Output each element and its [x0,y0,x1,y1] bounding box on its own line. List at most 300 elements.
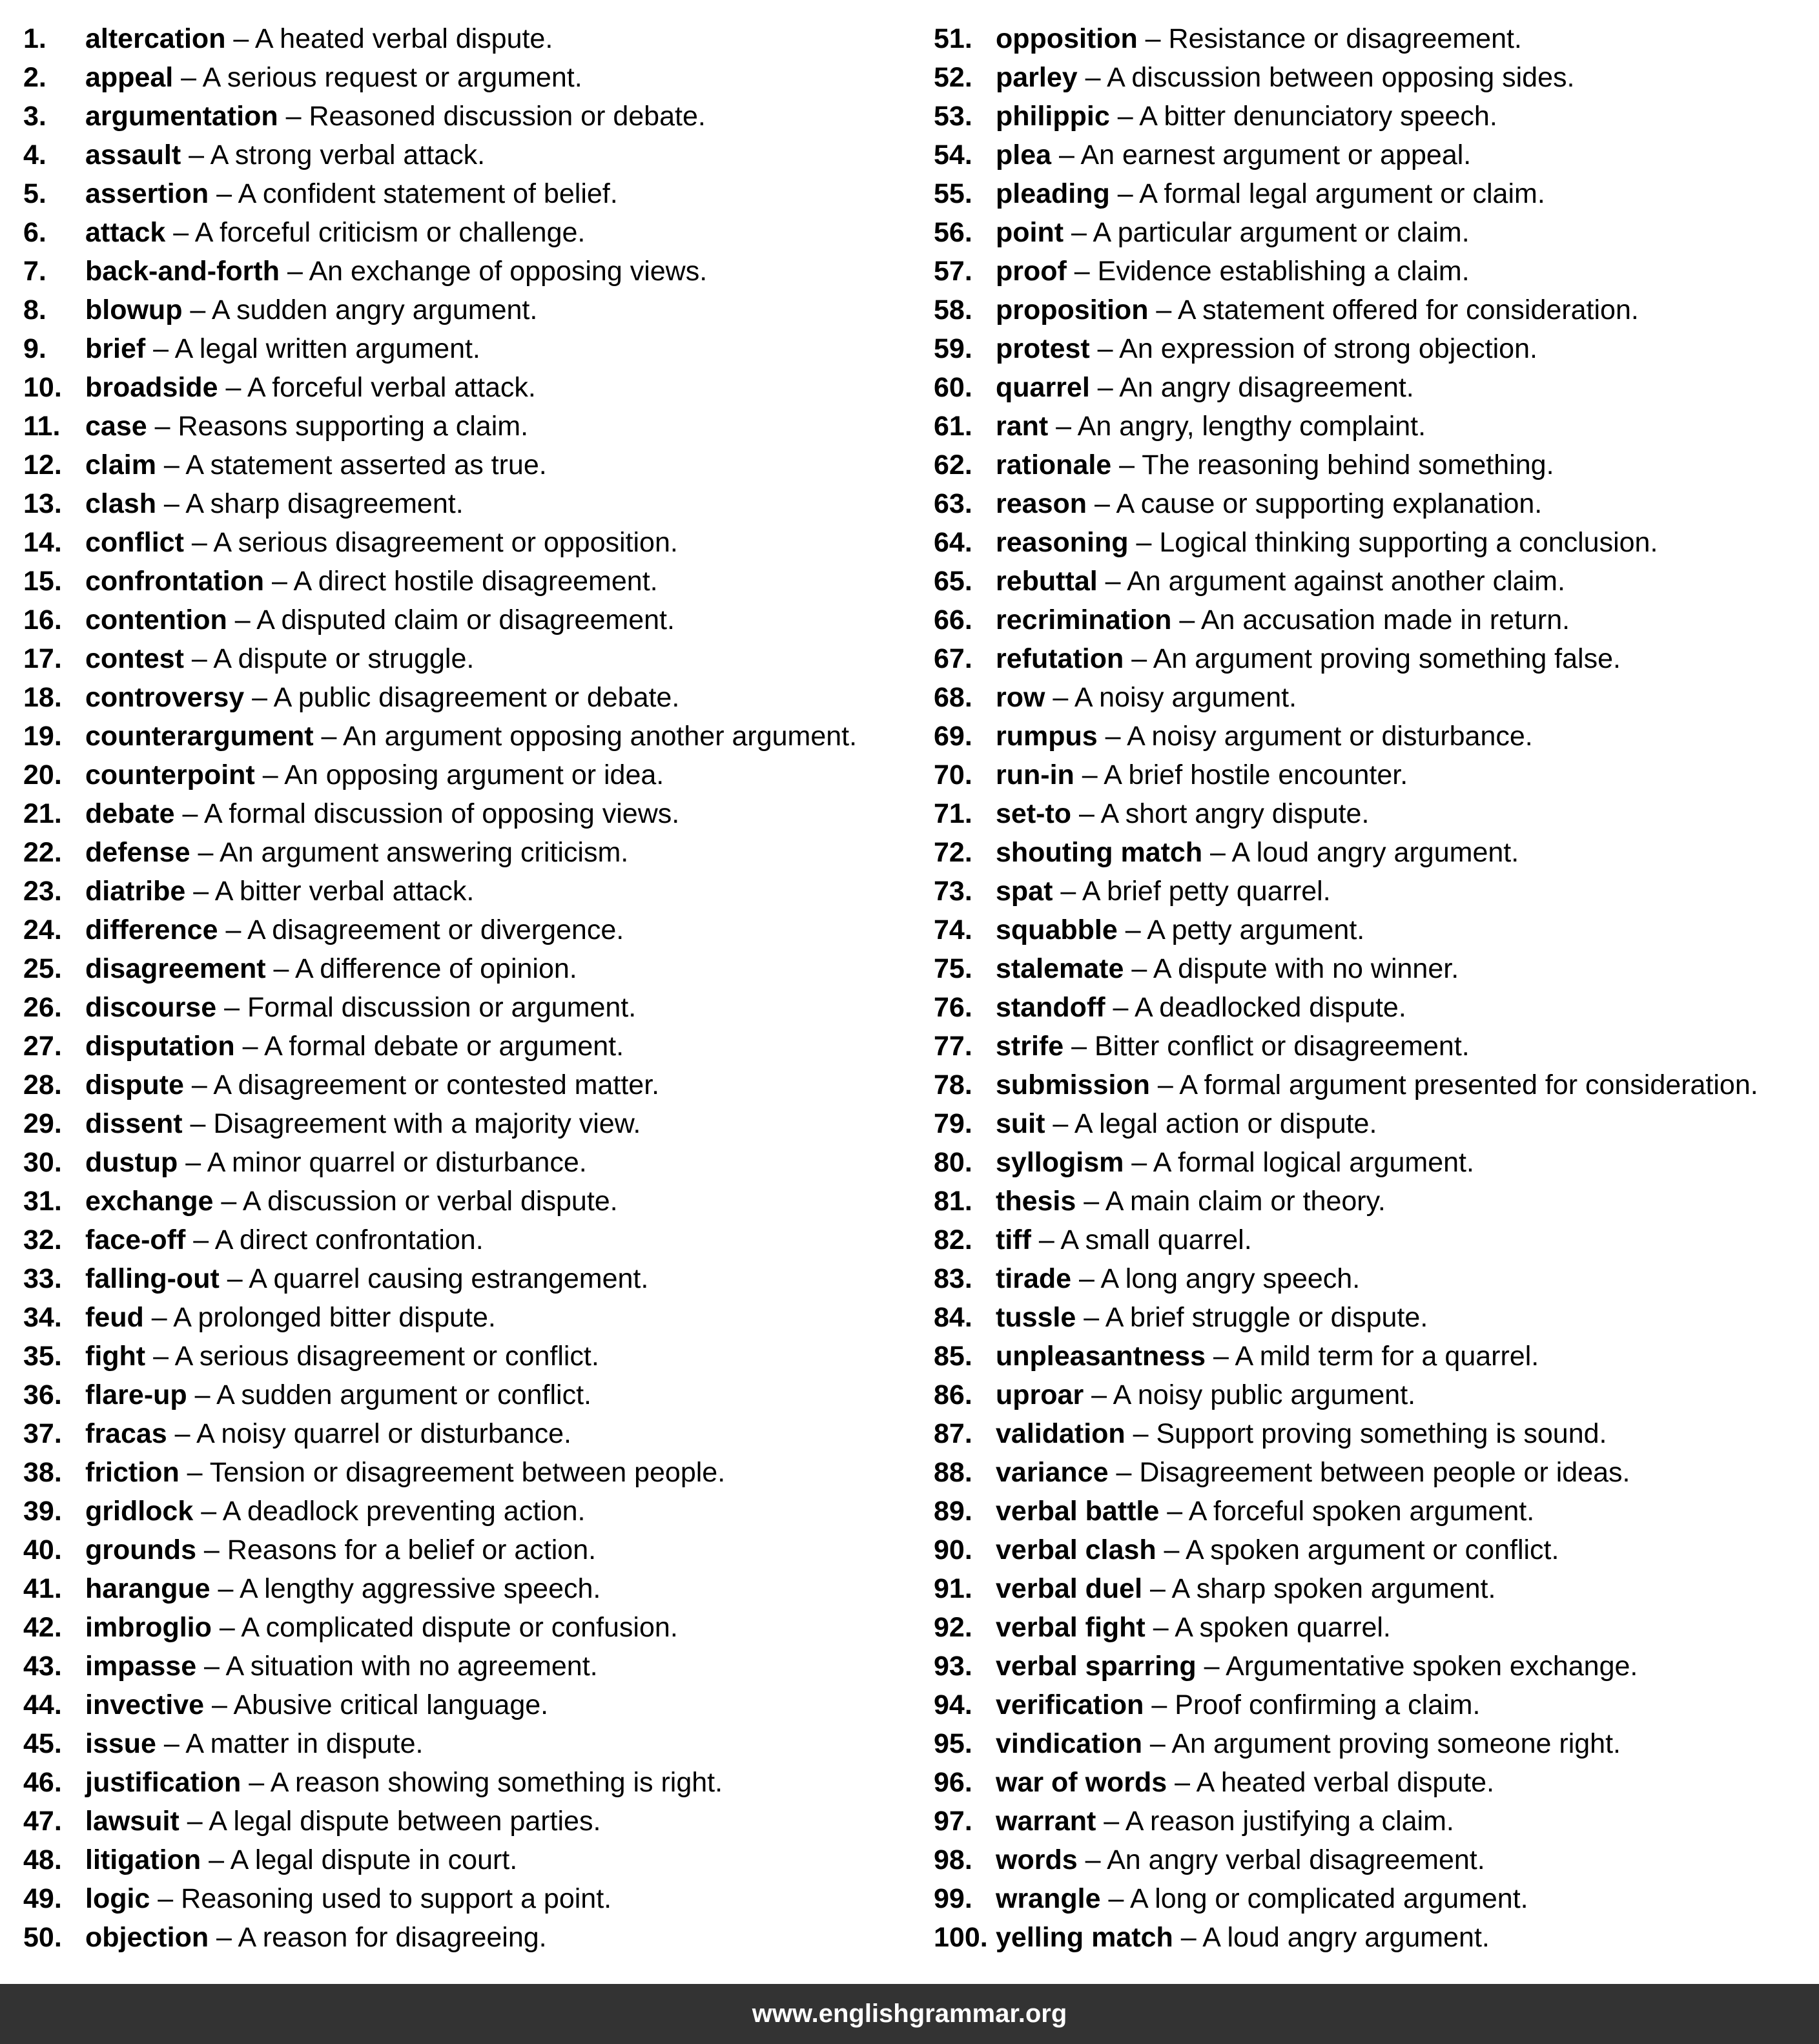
item-term: squabble [996,914,1118,945]
item-definition: An accusation made in return. [1200,604,1570,635]
item-definition: A reason justifying a claim. [1125,1806,1454,1837]
item-definition: Proof confirming a claim. [1175,1689,1481,1720]
item-definition: A mild term for a quarrel. [1235,1341,1539,1372]
item-term: claim [85,449,156,480]
item-separator: – [1076,1302,1105,1333]
list-item [23,1608,927,1647]
item-definition: A serious request or argument. [202,62,582,93]
list-item [23,1802,927,1841]
item-term: grounds [85,1534,196,1565]
item-separator: – [216,992,247,1023]
item-definition: An argument answering criticism. [219,837,629,868]
item-definition: An opposing argument or idea. [284,759,664,790]
list-item [934,174,1819,213]
list-item [934,58,1819,97]
item-number: 4. [23,139,46,170]
item-definition: A noisy public argument. [1113,1379,1416,1410]
list-item [934,1104,1819,1143]
item-definition: A formal argument presented for consideration. [1179,1069,1758,1100]
item-definition: A petty argument. [1147,914,1365,945]
item-definition: A lengthy aggressive speech. [239,1573,601,1604]
item-definition: Argumentative spoken exchange. [1226,1651,1638,1682]
item-number: 32. [23,1224,62,1255]
item-number: 98. [934,1844,972,1875]
item-number: 14. [23,527,62,558]
item-separator: – [183,527,214,558]
item-number: 87. [934,1418,972,1449]
item-term: broadside [85,372,218,403]
item-definition: A disputed claim or disagreement. [256,604,675,635]
item-term: diatribe [85,876,186,907]
item-separator: – [196,1534,227,1565]
item-separator: – [1087,488,1116,519]
list-item [934,639,1819,678]
item-number: 3. [23,101,46,132]
list-item [934,1376,1819,1414]
item-definition: A formal legal argument or claim. [1139,178,1545,209]
item-number: 51. [934,23,972,54]
item-definition: Reasoned discussion or debate. [309,101,706,132]
list-item [23,988,927,1027]
item-separator: – [1196,1651,1226,1682]
item-definition: Formal discussion or argument. [247,992,637,1023]
list-item [934,988,1819,1027]
item-separator: – [1144,1689,1175,1720]
item-separator: – [209,1922,238,1953]
item-separator: – [181,139,211,170]
item-definition: A serious disagreement or opposition. [213,527,678,558]
item-number: 64. [934,527,972,558]
item-number: 37. [23,1418,62,1449]
list-item [23,1221,927,1259]
item-term: tussle [996,1302,1076,1333]
item-term: justification [85,1767,242,1798]
item-separator: – [182,294,212,325]
item-definition: A disagreement or divergence. [247,914,624,945]
list-item [23,484,927,523]
item-number: 61. [934,411,972,442]
list-item [23,1763,927,1802]
list-item [934,717,1819,756]
item-number: 65. [934,566,972,597]
list-item [23,678,927,717]
item-separator: – [1137,23,1169,54]
item-term: difference [85,914,218,945]
item-number: 54. [934,139,972,170]
item-definition: Abusive critical language. [233,1689,549,1720]
item-definition: An angry disagreement. [1119,372,1414,403]
item-term: impasse [85,1651,197,1682]
item-number: 28. [23,1069,62,1100]
item-definition: A sharp spoken argument. [1171,1573,1496,1604]
item-separator: – [178,1147,207,1178]
list-item [934,949,1819,988]
list-item [934,1724,1819,1763]
list-item [934,872,1819,911]
item-definition: Disagreement with a majority view. [213,1108,641,1139]
item-separator: – [1145,1612,1175,1643]
item-separator: – [1077,62,1107,93]
item-number: 9. [23,333,46,364]
item-number: 8. [23,294,46,325]
list-item [934,1647,1819,1686]
item-number: 38. [23,1457,62,1488]
item-separator: – [1045,1108,1074,1139]
list-item [23,794,927,833]
item-definition: Support proving something is sound. [1156,1418,1607,1449]
item-definition: A noisy argument. [1074,682,1297,713]
item-definition: A discussion or verbal dispute. [242,1186,618,1217]
item-separator: – [218,914,247,945]
footer-banner [0,1984,1819,2044]
list-item [934,19,1819,58]
item-number: 24. [23,914,62,945]
item-separator: – [1064,217,1093,248]
item-separator: – [1084,1379,1113,1410]
item-number: 96. [934,1767,972,1798]
item-number: 48. [23,1844,62,1875]
item-separator: – [1167,1767,1197,1798]
item-separator: – [1045,682,1074,713]
item-term: verification [996,1689,1144,1720]
item-separator: – [1074,759,1104,790]
item-definition: A strong verbal attack. [210,139,486,170]
item-term: blowup [85,294,183,325]
list-item [934,1879,1819,1918]
item-number: 90. [934,1534,972,1565]
item-separator: – [210,1573,240,1604]
list-item [934,794,1819,833]
item-number: 41. [23,1573,62,1604]
item-separator: – [1148,294,1178,325]
item-separator: – [1117,914,1147,945]
list-item [23,523,927,562]
item-term: parley [996,62,1078,93]
list-item [934,252,1819,291]
item-separator: – [1109,178,1140,209]
item-separator: – [225,23,255,54]
list-item [23,407,927,446]
list-item [23,1724,927,1763]
item-term: defense [85,837,190,868]
list-item [23,252,927,291]
list-item [934,833,1819,872]
item-definition: An exchange of opposing views. [309,256,708,287]
item-definition: A complicated dispute or confusion. [241,1612,678,1643]
item-definition: A deadlocked dispute. [1135,992,1406,1023]
item-number: 13. [23,488,62,519]
item-term: discourse [85,992,217,1023]
list-item [934,329,1819,368]
item-number: 2. [23,62,46,93]
list-item [934,1259,1819,1298]
list-item [23,911,927,949]
item-separator: – [280,256,309,287]
list-item [23,1569,927,1608]
item-definition: A discussion between opposing sides. [1107,62,1575,93]
item-term: vindication [996,1728,1142,1759]
item-separator: – [1076,1186,1105,1217]
item-term: philippic [996,101,1110,132]
item-number: 50. [23,1922,62,1953]
list-item [934,1066,1819,1104]
item-separator: – [1171,604,1201,635]
item-number: 80. [934,1147,972,1178]
item-number: 49. [23,1883,62,1914]
item-number: 92. [934,1612,972,1643]
item-separator: – [1097,721,1127,752]
item-number: 23. [23,876,62,907]
item-term: back-and-forth [85,256,280,287]
item-number: 26. [23,992,62,1023]
item-separator: – [1066,256,1098,287]
list-item [934,911,1819,949]
item-definition: A particular argument or claim. [1093,217,1470,248]
item-term: verbal duel [996,1573,1143,1604]
item-number: 67. [934,643,972,674]
item-number: 76. [934,992,972,1023]
item-term: thesis [996,1186,1076,1217]
item-separator: – [147,411,178,442]
item-term: strife [996,1031,1064,1062]
list-item [934,1414,1819,1453]
item-separator: – [1149,1069,1180,1100]
item-term: argumentation [85,101,278,132]
item-definition: An argument opposing another argument. [343,721,858,752]
list-item [934,1027,1819,1066]
list-item [934,1686,1819,1724]
list-item [23,1492,927,1531]
item-definition: A statement offered for consideration. [1177,294,1639,325]
item-number: 58. [934,294,972,325]
list-item [934,562,1819,601]
list-item [934,368,1819,407]
list-item [23,446,927,484]
item-number: 35. [23,1341,62,1372]
item-term: verbal fight [996,1612,1146,1643]
list-item [934,1182,1819,1221]
item-number: 63. [934,488,972,519]
item-term: fight [85,1341,146,1372]
item-separator: – [234,1031,265,1062]
item-definition: A formal discussion of opposing views. [204,798,680,829]
item-definition: A legal dispute in court. [230,1844,518,1875]
item-definition: Reasons supporting a claim. [178,411,529,442]
item-separator: – [313,721,344,752]
item-separator: – [187,1379,217,1410]
item-number: 22. [23,837,62,868]
item-separator: – [1142,1573,1172,1604]
item-separator: – [1108,1457,1140,1488]
item-number: 29. [23,1108,62,1139]
item-term: disagreement [85,953,266,984]
item-separator: – [150,1883,181,1914]
item-number: 36. [23,1379,62,1410]
item-definition: An earnest argument or appeal. [1080,139,1472,170]
item-term: gridlock [85,1496,194,1527]
item-number: 31. [23,1186,62,1217]
item-separator: – [1124,1147,1153,1178]
item-definition: Reasoning used to support a point. [181,1883,612,1914]
list-item [23,1298,927,1337]
item-term: quarrel [996,372,1090,403]
item-term: assault [85,139,181,170]
item-separator: – [254,759,285,790]
list-item [23,1182,927,1221]
item-term: issue [85,1728,156,1759]
item-definition: A heated verbal dispute. [254,23,553,54]
item-number: 88. [934,1457,972,1488]
list-item [23,58,927,97]
item-separator: – [227,604,257,635]
item-number: 89. [934,1496,972,1527]
item-term: proposition [996,294,1149,325]
list-item [23,1453,927,1492]
item-definition: A main claim or theory. [1105,1186,1386,1217]
item-term: dissent [85,1108,183,1139]
item-definition: An argument against another claim. [1127,566,1565,597]
item-definition: A long or complicated argument. [1129,1883,1528,1914]
item-term: falling-out [85,1263,220,1294]
item-separator: – [241,1767,271,1798]
item-separator: – [1096,1806,1125,1837]
item-separator: – [218,372,247,403]
list-item [23,291,927,329]
item-definition: A reason for disagreeing. [238,1922,547,1953]
item-number: 1. [23,23,46,54]
item-separator: – [1100,1883,1130,1914]
item-separator: – [183,1069,214,1100]
item-separator: – [1048,411,1078,442]
item-number: 20. [23,759,62,790]
item-separator: – [1053,876,1082,907]
item-definition: A bitter verbal attack. [214,876,475,907]
item-definition: Disagreement between people or ideas. [1139,1457,1630,1488]
list-item [23,19,927,58]
item-term: shouting match [996,837,1203,868]
item-separator: – [156,488,186,519]
list-item [23,1647,927,1686]
item-separator: – [1128,527,1160,558]
item-definition: A legal action or dispute. [1074,1108,1377,1139]
item-separator: – [193,1496,223,1527]
item-separator: – [1124,643,1153,674]
item-separator: – [278,101,309,132]
list-item [23,213,927,252]
item-separator: – [182,1108,214,1139]
item-term: debate [85,798,175,829]
item-term: words [996,1844,1078,1875]
item-term: validation [996,1418,1125,1449]
item-definition: A brief struggle or dispute. [1105,1302,1428,1333]
item-definition: A serious disagreement or conflict. [174,1341,599,1372]
item-definition: A formal debate or argument. [264,1031,624,1062]
item-definition: A statement asserted as true. [185,449,547,480]
item-definition: A prolonged bitter dispute. [173,1302,496,1333]
item-separator: – [145,1341,175,1372]
list-item [934,523,1819,562]
item-number: 16. [23,604,62,635]
item-term: set-to [996,798,1072,829]
item-number: 55. [934,178,972,209]
list-item [23,1259,927,1298]
list-item [23,1027,927,1066]
item-separator: – [211,1612,242,1643]
item-number: 73. [934,876,972,907]
item-term: rumpus [996,721,1098,752]
list-item [23,174,927,213]
item-separator: – [1071,798,1101,829]
item-term: unpleasantness [996,1341,1206,1372]
list-item [23,1414,927,1453]
item-definition: A reason showing something is right. [270,1767,723,1798]
list-item [934,291,1819,329]
list-item [23,1337,927,1376]
item-number: 95. [934,1728,972,1759]
item-term: clash [85,488,156,519]
item-term: suit [996,1108,1045,1139]
item-definition: Evidence establishing a claim. [1097,256,1470,287]
item-term: altercation [85,23,226,54]
item-definition: An angry, lengthy complaint. [1077,411,1426,442]
item-term: rationale [996,449,1112,480]
list-item [934,1531,1819,1569]
item-separator: – [190,837,220,868]
item-number: 66. [934,604,972,635]
item-definition: A noisy argument or disturbance. [1127,721,1533,752]
item-number: 85. [934,1341,972,1372]
list-item [23,1376,927,1414]
item-number: 91. [934,1573,972,1604]
item-definition: An argument proving someone right. [1171,1728,1621,1759]
item-separator: – [1173,1922,1203,1953]
item-number: 68. [934,682,972,713]
item-definition: A spoken quarrel. [1175,1612,1391,1643]
item-term: disputation [85,1031,235,1062]
item-separator: – [167,1418,197,1449]
item-separator: – [1089,333,1120,364]
list-item [934,1608,1819,1647]
item-separator: – [1089,372,1120,403]
list-item [934,1918,1819,1957]
item-separator: – [1125,1418,1156,1449]
item-term: assertion [85,178,209,209]
item-term: warrant [996,1806,1096,1837]
item-number: 5. [23,178,46,209]
item-definition: A direct hostile disagreement. [293,566,658,597]
list-item [23,833,927,872]
list-item [23,639,927,678]
list-item [23,1143,927,1182]
item-term: appeal [85,62,174,93]
item-number: 44. [23,1689,62,1720]
item-number: 81. [934,1186,972,1217]
item-separator: – [264,566,294,597]
item-definition: A brief petty quarrel. [1082,876,1331,907]
item-separator: – [1159,1496,1189,1527]
word-list-column-right [934,19,1819,1957]
item-term: spat [996,876,1053,907]
item-definition: A matter in dispute. [185,1728,424,1759]
item-term: tirade [996,1263,1072,1294]
item-definition: A forceful verbal attack. [247,372,536,403]
item-term: brief [85,333,146,364]
item-definition: A bitter denunciatory speech. [1139,101,1497,132]
list-item [934,136,1819,174]
item-number: 39. [23,1496,62,1527]
item-definition: An angry verbal disagreement. [1107,1844,1485,1875]
item-term: pleading [996,178,1110,209]
